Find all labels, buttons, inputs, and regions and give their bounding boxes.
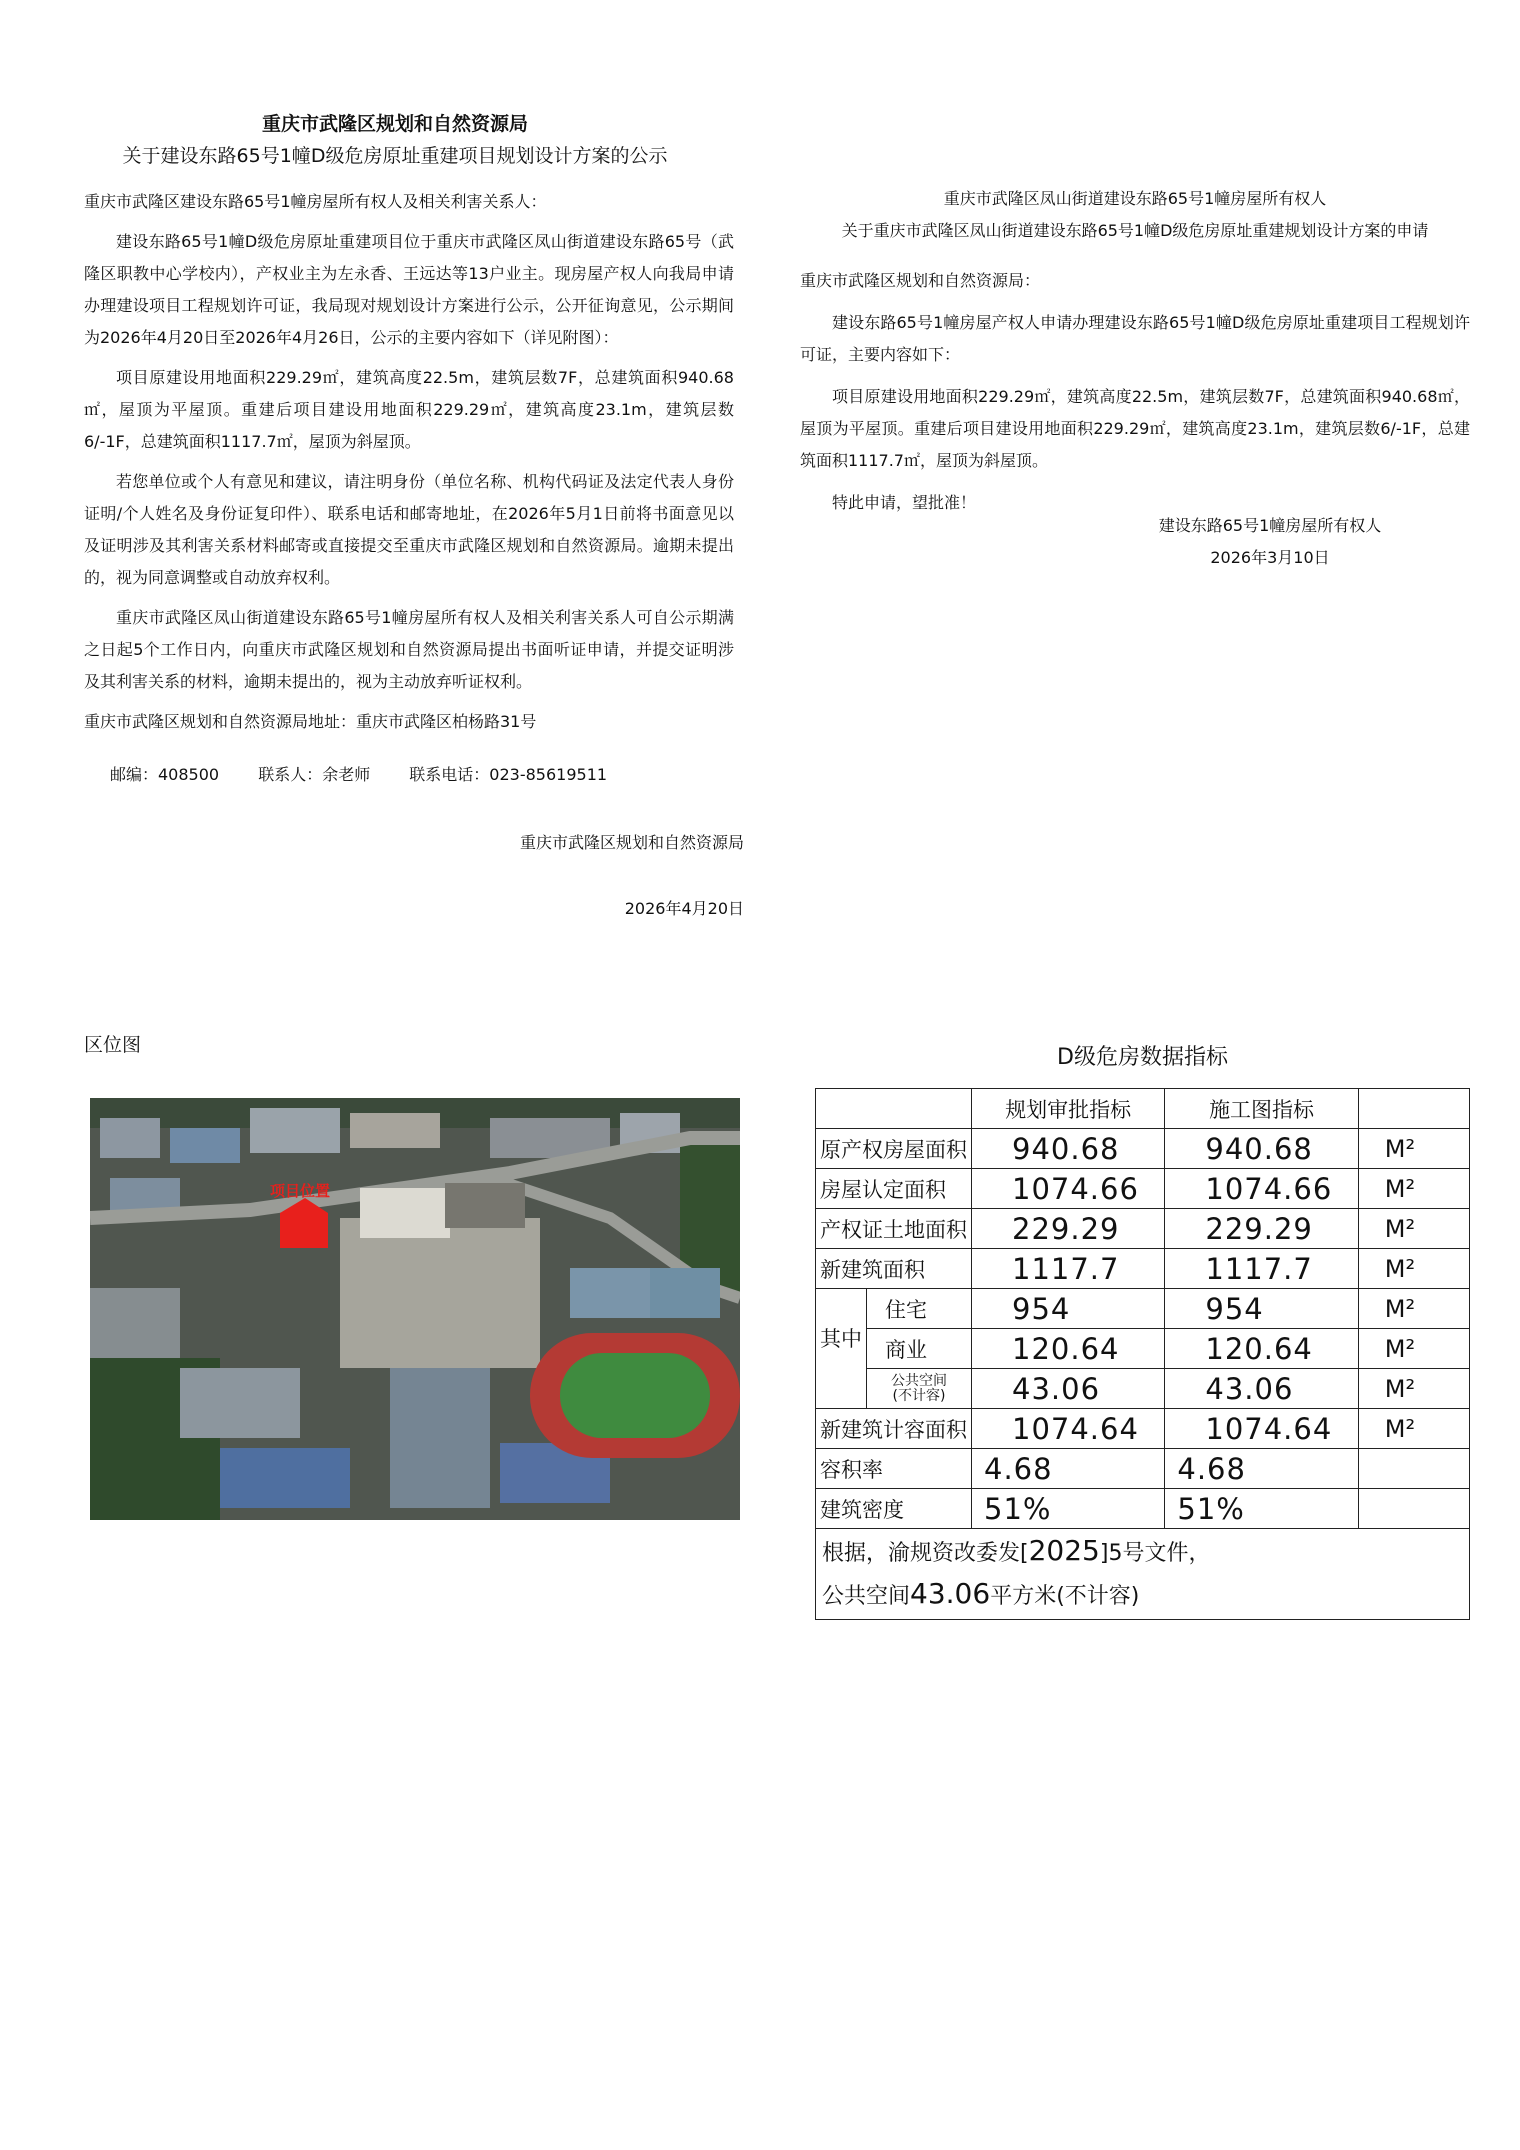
row-label: 房屋认定面积 xyxy=(816,1169,972,1209)
row-label: 新建筑面积 xyxy=(816,1249,972,1289)
application-date: 2026年3月10日 xyxy=(1210,548,1330,567)
row-unit: M² xyxy=(1358,1289,1469,1329)
notice-body xyxy=(84,186,734,746)
table-row xyxy=(816,1449,1470,1489)
row-value-construction: 43.06 xyxy=(1165,1369,1358,1409)
notice-address: 重庆市武隆区规划和自然资源局地址：重庆市武隆区柏杨路31号 xyxy=(84,712,537,731)
note-line2 xyxy=(822,1574,1463,1617)
row-value-construction: 1074.66 xyxy=(1165,1169,1358,1209)
application-paragraph-3: 特此申请，望批准！ xyxy=(832,493,977,512)
row-value-construction: 51% xyxy=(1165,1489,1358,1529)
application-title-line1: 重庆市武隆区凤山街道建设东路65号1幢房屋所有权人 xyxy=(943,189,1327,208)
row-label: 商业 xyxy=(867,1329,972,1369)
table-row xyxy=(816,1209,1470,1249)
notice-date: 2026年4月20日 xyxy=(624,899,744,918)
notice-title xyxy=(60,108,730,172)
notice-paragraph-1: 建设东路65号1幢D级危房原址重建项目位于重庆市武隆区凤山街道建设东路65号（武隆区职教中心学校内），产权业主为左永香、王远达等13户业主。现房屋产权人向我局申请办理建设项目工程规划许可证，我局现对规划设计方案进行公示，公开征询意见，公示期间为2026年4月20日至2026年4月26日，公示的主要内容如下（详见附图）： xyxy=(84,232,734,347)
row-label: 新建筑计容面积 xyxy=(816,1409,972,1449)
row-unit: M² xyxy=(1358,1209,1469,1249)
row-value-plan: 1117.7 xyxy=(972,1249,1165,1289)
row-unit-empty xyxy=(1358,1449,1469,1489)
row-unit: M² xyxy=(1358,1409,1469,1449)
notice-paragraph-3: 若您单位或个人有意见和建议，请注明身份（单位名称、机构代码证及法定代表人身份证明/个人姓名及身份证复印件）、联系电话和邮寄地址，在2026年5月1日前将书面意见以及证明涉及其利害关系材料邮寄或直接提交至重庆市武隆区规划和自然资源局。逾期未提出的，视为同意调整或自动放弃权利。 xyxy=(84,472,734,587)
contact-phone: 联系电话：023-85619511 xyxy=(409,765,608,784)
row-value-plan: 1074.66 xyxy=(972,1169,1165,1209)
row-label-line1: 公共空间 xyxy=(891,1372,947,1389)
application-body xyxy=(800,265,1470,529)
notice-signature: 重庆市武隆区规划和自然资源局 xyxy=(519,833,744,852)
header-blank xyxy=(816,1089,972,1129)
note-text-c: 公共空间 xyxy=(822,1584,911,1609)
row-value-plan: 1074.64 xyxy=(972,1409,1165,1449)
table-note xyxy=(816,1529,1470,1620)
row-unit: M² xyxy=(1358,1249,1469,1289)
note-text-b: ]5号文件， xyxy=(1099,1541,1211,1566)
table-row xyxy=(816,1329,1470,1369)
aerial-photo xyxy=(90,1098,740,1520)
row-label: 容积率 xyxy=(816,1449,972,1489)
row-value-construction: 229.29 xyxy=(1165,1209,1358,1249)
notice-title-line2: 关于建设东路65号1幢D级危房原址重建项目规划设计方案的公示 xyxy=(122,145,668,167)
table-row xyxy=(816,1409,1470,1449)
row-value-construction: 954 xyxy=(1165,1289,1358,1329)
note-year: 2025 xyxy=(1028,1534,1100,1567)
application-title-line2: 关于重庆市武隆区凤山街道建设东路65号1幢D级危房原址重建规划设计方案的申请 xyxy=(841,221,1429,240)
application-title xyxy=(800,183,1470,247)
row-value-plan: 940.68 xyxy=(972,1129,1165,1169)
row-label: 产权证土地面积 xyxy=(816,1209,972,1249)
row-unit-empty xyxy=(1358,1489,1469,1529)
table-row xyxy=(816,1289,1470,1329)
table-row xyxy=(816,1489,1470,1529)
table-note-row xyxy=(816,1529,1470,1620)
note-text-a: 根据，渝规资改委发[ xyxy=(822,1541,1029,1566)
table-row xyxy=(816,1369,1470,1409)
row-value-construction: 1117.7 xyxy=(1165,1249,1358,1289)
row-unit: M² xyxy=(1358,1129,1469,1169)
table-row xyxy=(816,1129,1470,1169)
row-value-construction: 1074.64 xyxy=(1165,1409,1358,1449)
table-header-row xyxy=(816,1089,1470,1129)
notice-salutation: 重庆市武隆区建设东路65号1幢房屋所有权人及相关利害关系人： xyxy=(84,192,547,211)
application-salutation: 重庆市武隆区规划和自然资源局： xyxy=(800,271,1041,290)
row-value-plan: 4.68 xyxy=(972,1449,1165,1489)
project-location-label: 项目位置 xyxy=(270,1182,331,1200)
notice-title-line1: 重庆市武隆区规划和自然资源局 xyxy=(261,113,528,135)
header-unit xyxy=(1358,1089,1469,1129)
location-map xyxy=(90,1098,740,1520)
row-value-plan: 954 xyxy=(972,1289,1165,1329)
table-title: D级危房数据指标 xyxy=(1057,1045,1228,1070)
row-value-construction: 940.68 xyxy=(1165,1129,1358,1169)
postcode: 邮编：408500 xyxy=(110,765,220,784)
contact-person: 联系人：余老师 xyxy=(258,765,371,784)
row-label xyxy=(867,1369,972,1409)
notice-paragraph-2: 项目原建设用地面积229.29㎡，建筑高度22.5m，建筑层数7F，总建筑面积940.68㎡，屋顶为平屋顶。重建后项目建设用地面积229.29㎡，建筑高度23.1m，建筑层数6/-1F，总建筑面积1117.7㎡，屋顶为斜屋顶。 xyxy=(84,368,734,451)
location-map-label: 区位图 xyxy=(84,1034,142,1056)
header-construction: 施工图指标 xyxy=(1165,1089,1358,1129)
application-signature: 建设东路65号1幢房屋所有权人 xyxy=(1158,516,1382,535)
row-unit: M² xyxy=(1358,1169,1469,1209)
application-paragraph-1: 建设东路65号1幢房屋产权人申请办理建设东路65号1幢D级危房原址重建项目工程规划许可证，主要内容如下： xyxy=(800,313,1470,364)
header-plan: 规划审批指标 xyxy=(972,1089,1165,1129)
table-row xyxy=(816,1169,1470,1209)
row-label-line2: (不计容) xyxy=(892,1387,946,1404)
notice-paragraph-4: 重庆市武隆区凤山街道建设东路65号1幢房屋所有权人及相关利害关系人可自公示期满之日起5个工作日内，向重庆市武隆区规划和自然资源局提出书面听证申请，并提交证明涉及其利害关系的材料，逾期未提出的，视为主动放弃听证权利。 xyxy=(84,608,734,691)
row-value-plan: 229.29 xyxy=(972,1209,1165,1249)
group-label: 其中 xyxy=(816,1289,867,1409)
row-value-plan: 43.06 xyxy=(972,1369,1165,1409)
row-value-construction: 120.64 xyxy=(1165,1329,1358,1369)
application-paragraph-2: 项目原建设用地面积229.29㎡，建筑高度22.5m，建筑层数7F，总建筑面积940.68㎡，屋顶为平屋顶。重建后项目建设用地面积229.29㎡，建筑高度23.1m，建筑层数6/-1F，总建筑面积1117.7㎡，屋顶为斜屋顶。 xyxy=(800,387,1470,470)
contact-line xyxy=(110,762,641,785)
table-row xyxy=(816,1249,1470,1289)
row-value-construction: 4.68 xyxy=(1165,1449,1358,1489)
row-label: 原产权房屋面积 xyxy=(816,1129,972,1169)
row-value-plan: 120.64 xyxy=(972,1329,1165,1369)
row-unit: M² xyxy=(1358,1329,1469,1369)
note-line1 xyxy=(822,1531,1463,1574)
row-value-plan: 51% xyxy=(972,1489,1165,1529)
indicator-table xyxy=(815,1088,1470,1620)
row-label: 住宅 xyxy=(867,1289,972,1329)
note-text-d: 平方米(不计容) xyxy=(990,1584,1140,1609)
note-area: 43.06 xyxy=(910,1577,991,1610)
row-unit: M² xyxy=(1358,1369,1469,1409)
row-label: 建筑密度 xyxy=(816,1489,972,1529)
